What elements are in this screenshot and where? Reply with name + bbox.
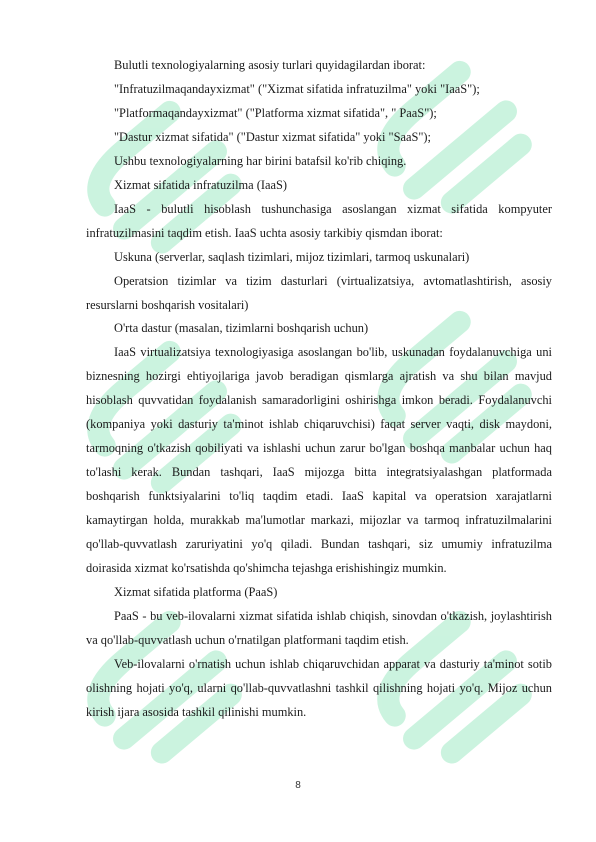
paragraph: IaaS - bulutli hisoblash tushunchasiga asoslangan xizmat sifatida kompyuter infratuzilmasini taqdim etish. IaaS uchta asosiy tarkibiy qismdan iborat: — [86, 201, 552, 240]
body-text — [86, 54, 552, 725]
list-item: "Platformaqandayxizmat" ("Platforma xizmat sifatida", " PaaS"); — [114, 105, 437, 120]
section-heading: Xizmat sifatida infratuzilma (IaaS) — [114, 177, 288, 192]
list-item: O'rta dastur (masalan, tizimlarni boshqarish uchun) — [114, 321, 369, 336]
paragraph: PaaS - bu veb-ilovalarni xizmat sifatida ishlab chiqish, sinovdan o'tkazish, joylashtirish va qo'llab-quvvatlash uchun o'rnatilgan platformani taqdim etish. — [86, 608, 552, 647]
list-item: "Dastur xizmat sifatida" ("Dastur xizmat sifatida" yoki "SaaS"); — [114, 129, 431, 144]
paragraph: Bulutli texnologiyalarning asosiy turlari quyidagilardan iborat: — [114, 58, 426, 72]
section-heading: Xizmat sifatida platforma (PaaS) — [114, 584, 278, 599]
paragraph: Veb-ilovalarni o'rnatish uchun ishlab chiqaruvchidan apparat va dasturiy ta'minot sotib olishning hojati yo'q, ularni qo'llab-quvvatlashni tashkil qilishning hojati yo'q. Mijoz uchun kirish ijara asosida tashkil qilinishi mumkin. — [86, 656, 552, 719]
paragraph: Ushbu texnologiyalarning har birini batafsil ko'rib chiqing. — [114, 153, 407, 168]
paragraph: IaaS virtualizatsiya texnologiyasiga asoslangan bo'lib, uskunadan foydalanuvchiga uni biznesning hozirgi ehtiyojlariga javob beradigan qismlarga ajratish va shu bilan mavjud hisoblash quvvatidan foydalanish samaradorligini oshirishga imkon beradi. Foydalanuvchi (kompaniya yoki dasturiy ta'minot ishlab chiqaruvchisi) faqat server vaqti, disk maydoni, tarmoqning o'tkazish qobiliyati va ishlashi uchun zarur bo'lgan boshqa manbalar uchun haq to'lashi kerak. Bundan tashqari, IaaS mijozga bitta integratsiyalashgan platformada boshqarish funktsiyalarini to'liq taqdim etadi. IaaS kapital va operatsion xarajatlarni kamaytirgan holda, murakkab ma'lumotlar markazi, mijozlar va tarmoq infratuzilmalarini qo'llab-quvvatlash zaruriyatini yo'q qiladi. Bundan tashqari, siz umumiy infratuzilma doirasida xizmat ko'rsatishda qo'shimcha tejashga erishishingiz mumkin. — [86, 345, 552, 576]
list-item: Uskuna (serverlar, saqlash tizimlari, mijoz tizimlari, tarmoq uskunalari) — [114, 249, 470, 264]
page-number: 8 — [295, 780, 301, 791]
list-item: "Infratuzilmaqandayxizmat" ("Xizmat sifatida infratuzilma" yoki "IaaS"); — [114, 81, 480, 96]
list-item: Operatsion tizimlar va tizim dasturlari (virtualizatsiya, avtomatlashtirish, asosiy resurslarni boshqarish vositalari) — [86, 273, 552, 312]
